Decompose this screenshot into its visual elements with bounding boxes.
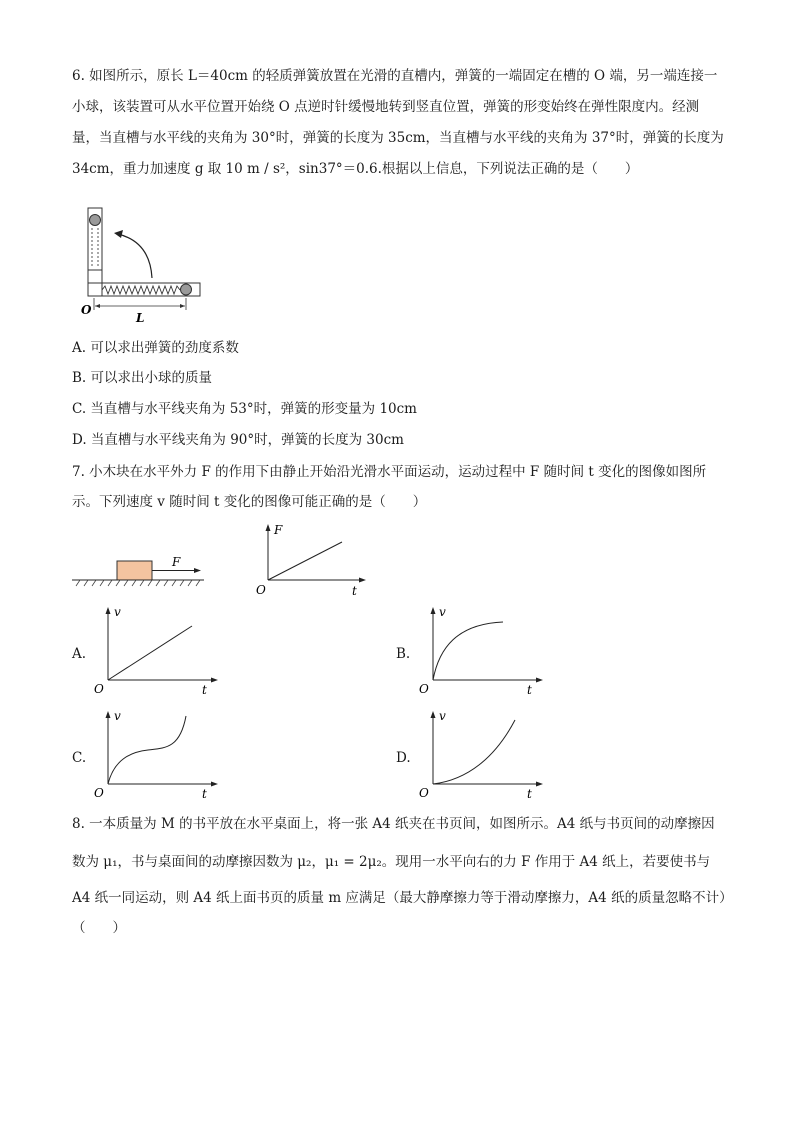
ft-x-label: t [352,584,357,598]
ball-vertical [90,215,101,226]
q7-ft-graph [250,522,368,598]
v-curve-concave-up [433,720,515,784]
q8-line-4: （ ） [72,920,126,936]
q7-option-c-letter[interactable]: C. [72,750,87,766]
q6-option-b[interactable]: B. 可以求出小球的质量 [72,370,213,386]
v-curve-inflection [108,716,186,784]
q6-line-4: 34cm，重力加速度 g 取 10 m / s²，sin37°＝0.6.根据以上信息，下列说法正确的是（ ） [72,161,639,177]
q6-option-c[interactable]: C. 当直槽与水平线夹角为 53°时，弹簧的形变量为 10cm [72,401,417,417]
q8-line-1: 8. 一本质量为 M 的书平放在水平桌面上，将一张 A4 纸夹在书页间，如图所示。A4 纸与书页间的动摩擦因 [72,816,715,832]
b-y-label: v [439,605,446,619]
d-x-label: t [527,787,532,800]
v-curve-linear [108,626,192,680]
q7-block-figure [70,556,210,592]
q7-line-2: 示。下列速度 v 随时间 t 变化的图像可能正确的是（ ） [72,494,427,510]
force-label: F [172,556,181,569]
ground-hatching [76,580,200,586]
c-origin-label: O [94,786,104,800]
q6-line-2: 小球，该装置可从水平位置开始绕 O 点逆时针缓慢地转到竖直位置，弹簧的形变始终在弹性限度内。经测 [72,99,700,115]
a-x-label: t [202,683,207,696]
q7-line-1: 7. 小木块在水平外力 F 的作用下由静止开始沿光滑水平面运动，运动过程中 F 随时间 t 变化的图像如图所 [72,464,707,480]
q6-line-1: 6. 如图所示，原长 L＝40cm 的轻质弹簧放置在光滑的直槽内，弹簧的一端固定在槽的 O 端，另一端连接一 [72,68,718,84]
v-curve-concave-down [433,622,503,680]
q7-option-a-graph[interactable] [92,604,220,696]
ft-y-label: F [274,523,283,537]
ft-line [268,542,342,580]
wooden-block [117,561,152,580]
q7-option-c-graph[interactable] [92,708,220,800]
q7-option-d-letter[interactable]: D. [396,750,411,766]
q7-option-b-graph[interactable] [417,604,545,696]
q6-line-3: 量，当直槽与水平线的夹角为 30°时，弹簧的长度为 35cm，当直槽与水平线的夹角为 37°时，弹簧的长度为 [72,130,724,146]
q6-option-a[interactable]: A. 可以求出弹簧的劲度系数 [72,340,239,356]
q8-line-3: A4 纸一同运动，则 A4 纸上面书页的质量 m 应满足（最大静摩擦力等于滑动摩擦力，A4 纸的质量忽略不计） [72,890,733,906]
q6-spring-groove-figure [78,206,208,324]
a-y-label: v [114,605,121,619]
rotation-arrow [118,234,152,278]
q8-line-2: 数为 μ₁，书与桌面间的动摩擦因数为 μ₂，μ₁ = 2μ₂。现用一水平向右的力 F 作用于 A4 纸上，若要使书与 [72,854,711,870]
d-origin-label: O [419,786,429,800]
q7-option-b-letter[interactable]: B. [396,646,411,662]
c-y-label: v [114,709,121,723]
d-y-label: v [439,709,446,723]
q7-option-d-graph[interactable] [417,708,545,800]
ball-horizontal [181,284,192,295]
b-x-label: t [527,683,532,696]
ft-origin-label: O [256,583,266,597]
b-origin-label: O [419,682,429,696]
q7-option-a-letter[interactable]: A. [72,646,87,662]
label-L: L [136,311,145,324]
c-x-label: t [202,787,207,800]
q6-option-d[interactable]: D. 当直槽与水平线夹角为 90°时，弹簧的长度为 30cm [72,432,404,448]
a-origin-label: O [94,682,104,696]
label-O: O [81,303,92,317]
